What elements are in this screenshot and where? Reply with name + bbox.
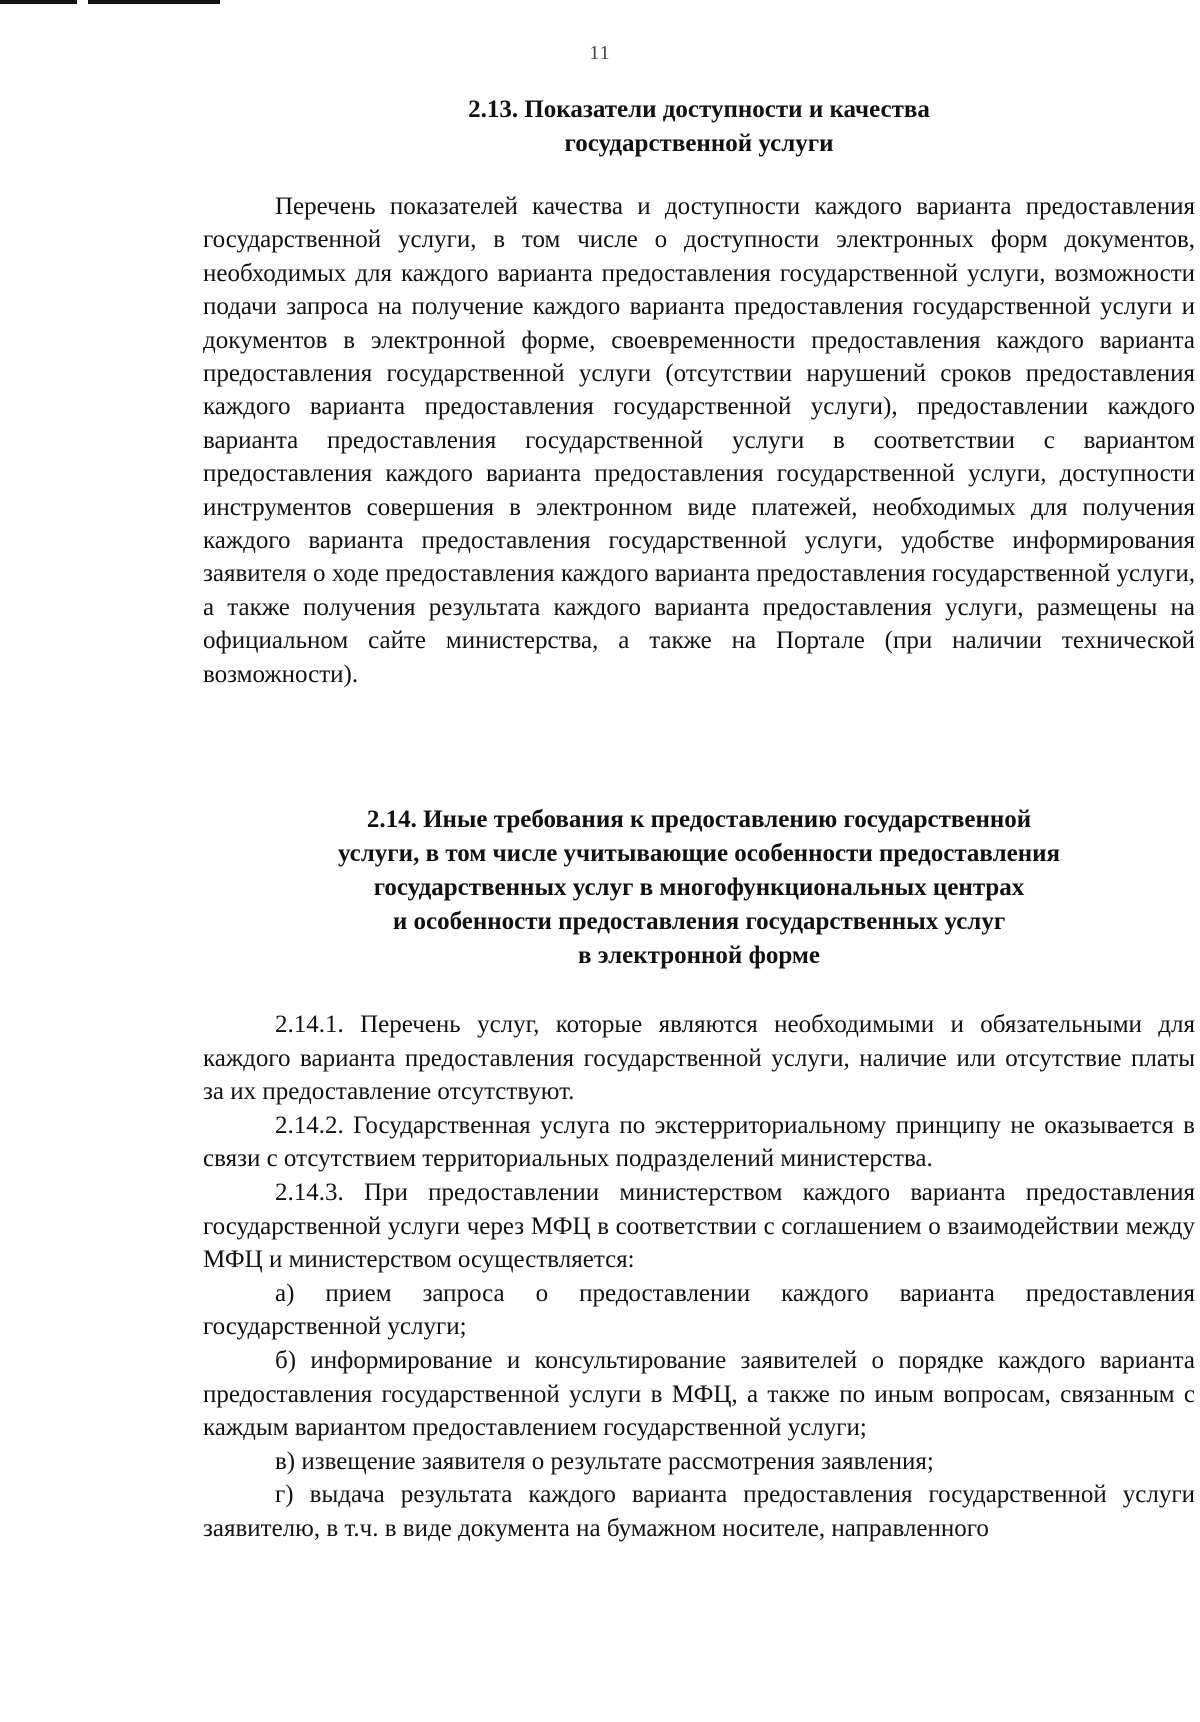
- paragraph-2-14-3: 2.14.3. При предоставлении министерством каждого варианта предоставления государственной услуги через МФЦ в соответствии с соглашением о взаимодействии между МФЦ и министерством осуществляется:: [203, 1178, 1195, 1274]
- heading-line: 2.14. Иные требования к предоставлению государственной: [366, 806, 1032, 833]
- page-number: 11: [589, 42, 611, 64]
- list-item-b: б) информирование и консультирование заявителей о порядке каждого варианта предоставления государственной услуги в МФЦ, а также по иным вопросам, связанным с каждым вариантом предоставлением государственной услуги;: [203, 1346, 1195, 1442]
- heading-line: государственных услуг в многофункциональных центрах: [373, 874, 1025, 901]
- heading-line: государственной услуги: [564, 130, 834, 157]
- heading-line: и особенности предоставления государственных услуг: [392, 908, 1006, 935]
- list-item-g: г) выдача результата каждого варианта предоставления государственной услуги заявителю, в т.ч. в виде документа на бумажном носителе, направленного: [203, 1481, 1195, 1542]
- section-heading-2-13: [203, 93, 1195, 161]
- paragraph-quality-indicators: Перечень показателей качества и доступности каждого варианта предоставления государственной услуги, в том числе о доступности электронных форм документов, необходимых для каждого варианта предоставления государственной услуги, возможности подачи запроса на получение каждого варианта предоставления государственной услуги и документов в электронной форме, своевременности предоставления каждого варианта предоставления государственной услуги (отсутствии нарушений сроков предоставления каждого варианта предоставления государственной услуги), предоставлении каждого варианта предоставления государственной услуги в соответствии с вариантом предоставления каждого варианта предоставления государственной услуги, доступности инструментов совершения в электронном виде платежей, необходимых для получения каждого варианта предоставления государственной услуги, удобстве информирования заявителя о ходе предоставления каждого варианта предоставления государственной услуги, а также получения результата каждого варианта предоставления услуги, размещены на официальном сайте министерства, а также на Портале (при наличии технической возможности).: [203, 193, 1195, 688]
- section-body-2-14: [203, 1008, 1195, 1546]
- list-item-a: а) прием запроса о предоставлении каждого варианта предоставления государственной услуги;: [203, 1279, 1195, 1341]
- list-item-v: в) извещение заявителя о результате рассмотрения заявления;: [275, 1447, 934, 1475]
- heading-line: в электронной форме: [577, 942, 821, 969]
- paragraph-2-14-2: 2.14.2. Государственная услуга по экстерриториальному принципу не оказывается в связи с отсутствием территориальных подразделений министерства.: [203, 1111, 1195, 1173]
- paragraph-2-14-1: 2.14.1. Перечень услуг, которые являются необходимыми и обязательными для каждого варианта предоставления государственной услуги, наличие или отсутствие платы за их предоставление отсутствуют.: [203, 1011, 1195, 1106]
- heading-line: 2.13. Показатели доступности и качества: [468, 96, 930, 123]
- scan-edge-mark: [0, 0, 220, 4]
- heading-line: услуги, в том числе учитывающие особенности предоставления: [337, 840, 1061, 867]
- section-body-2-13: [203, 190, 1195, 691]
- section-heading-2-14: [203, 803, 1195, 973]
